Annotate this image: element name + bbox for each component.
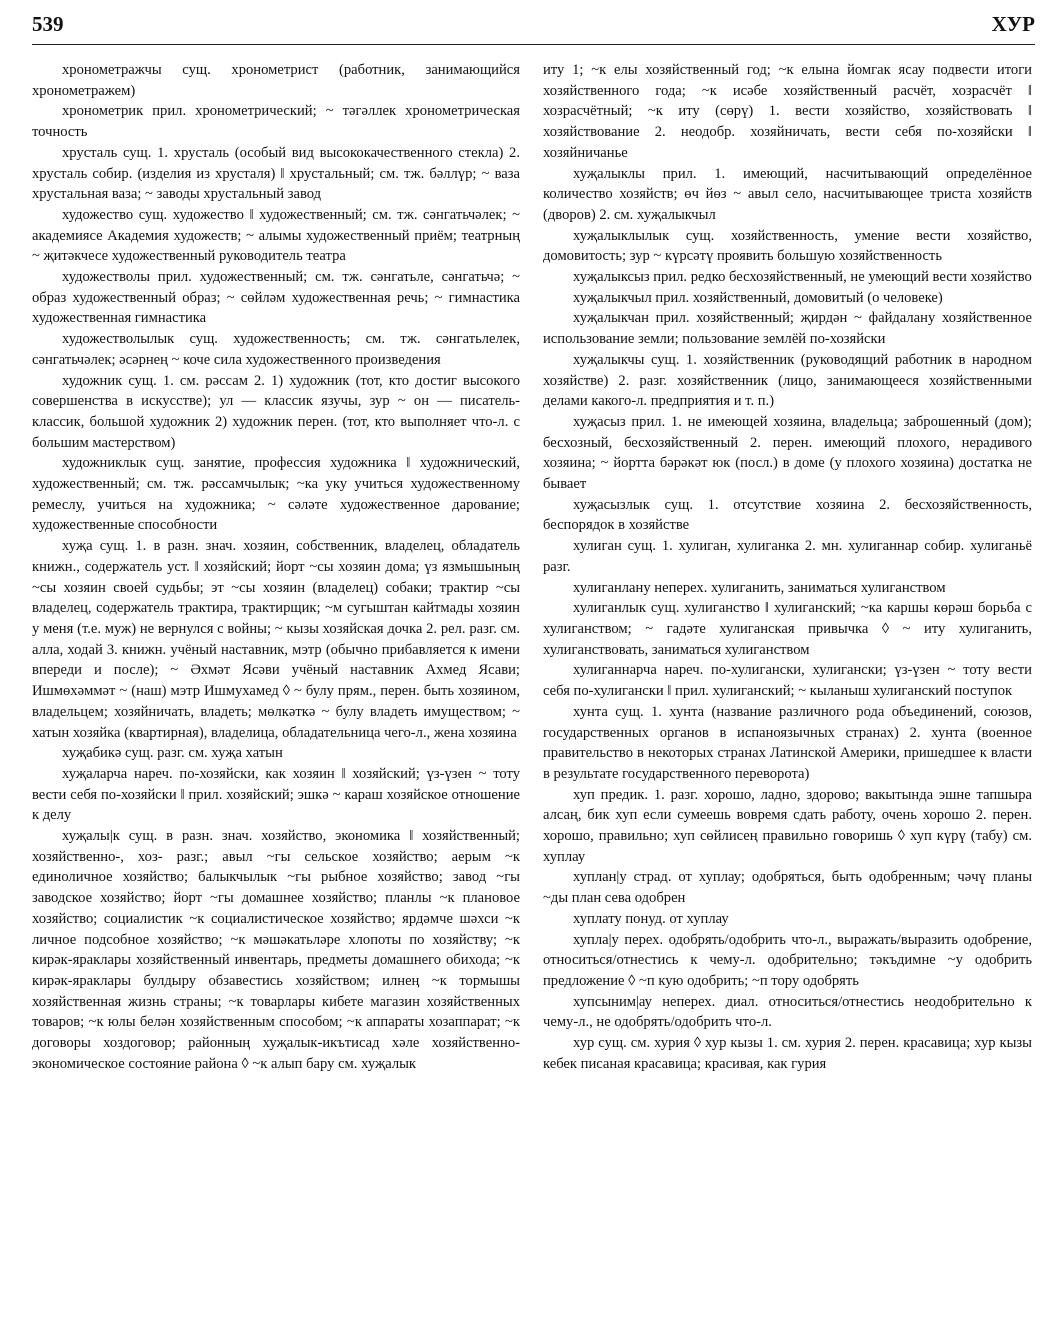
entry: хуҗалыксыз прил. редко бесхозяйственный, не умеющий вести хозяйство [573,269,1032,286]
entry: хулиганлык сущ. хулиганство ‖ хулиганский; ~ка каршы көрәш борьба с хулиганством; ~ гадәте хулиганская привычка ◊ ~ иту хулиганить, хулиганствовать, заниматься хулиганством [543,600,1032,658]
entry: хуҗаларча нареч. по-хозяйски, как хозяин ‖ хозяйский; үз-үзен ~ тоту вести себя по-хозяйски ‖ прил. хозяйский; эшкә ~ караш хозяйское отношение к делу [32,765,520,824]
entry: художестволылык сущ. художественность; см. тж. сәнгатьлелек, сәнгатьчәлек; әсәрнең ~ коче сила художественного произведения [32,331,520,368]
entry-continuation: иту 1; ~к елы хозяйственный год; ~к елына йомгак ясау подвести итоги хозяйственного года; ~к исәбе хозяйственный расчёт, хозрасчёт ‖ хозрасчётный; ~к иту (сөрү) 1. вести хозяйство, хозяйствовать ‖ хозяйствование 2. неодобр. хозяйничать, вести себя по-хозяйски ‖ хозяйничанье [543,62,1032,161]
entry: хунта сущ. 1. хунта (название различного рода объединений, союзов, государственных органов в испаноязычных странах) 2. хунта (военное правительство в некоторых странах Латинской Америки, пришедшее к власти в результате государственного переворота) [543,703,1032,782]
entry: хуҗабикә сущ. разг. см. хуҗа хатын [62,745,283,762]
header-rule [32,44,1035,45]
entry: хуп предик. 1. разг. хорошо, ладно, здорово; вакытында эшне тапшыра алсаң, бик хуп если сумеешь вовремя сдать работу, очень хорошо 2. перен. хорошо, правильно; хуп сөйлисең правильно говоришь ◊ хуп күрү (табу) см. хуплау [543,786,1032,865]
page-header [32,12,1035,40]
entry: художестволы прил. художественный; см. тж. сәнгатьле, сәнгатьчә; ~ образ художественный образ; ~ сөйләм художественная речь; ~ гимнастика художественная гимнастика [32,269,520,327]
entry: хрусталь сущ. 1. хрусталь (особый вид высококачественного стекла) 2. хрусталь собир. (изделия из хрусталя) ‖ хрустальный; см. тж. бәллүр; ~ ваза хрустальная ваза; ~ заводы хрустальный завод [32,144,520,203]
entry: художник сущ. 1. см. рәссам 2. 1) художник (тот, кто достиг высокого совершенства в искусстве); ул — классик язучы, зур ~ он — писатель-классик, большой художник 2) художник перен. (тот, кто выполняет что-л. с большим мастерством) [32,372,520,451]
running-head: ХУР [991,12,1035,36]
page-number: 539 [32,12,64,36]
entry: хуҗасыз прил. 1. не имеющей хозяина, владельца; заброшенный (дом); бесхозный, бесхозяйственный 2. перен. имеющий плохого, нерадивого хозяина; ~ йортта бәрәкәт юк (посл.) в доме (у плохого хозяина) достатка не бывает [543,413,1032,493]
entry: хупла|у перех. одобрять/одобрить что-л., выражать/выразить одобрение, относиться/отнестись к чему-л. одобрительно; тәкъдимне ~у одобрить предложение ◊ ~п кую одобрить; ~п тору одобрять [543,931,1032,989]
entry: хуҗалыклылык сущ. хозяйственность, умение вести хозяйство, домовитость; зур ~ күрсәтү проявить большую хозяйственность [543,227,1032,265]
entry: хуҗалыкчыл прил. хозяйственный, домовитый (о человеке) [573,289,943,306]
entry: хур сущ. см. хурия ◊ хур кызы 1. см. хурия 2. перен. красавица; хур кызы кебек писаная красавица; красивая, как гурия [543,1035,1032,1072]
entry: хуҗалы|к сущ. в разн. знач. хозяйство, экономика ‖ хозяйственный; хозяйственно-, хоз- разг.; авыл ~гы сельское хозяйство; аерым ~к единоличное хозяйство; балыкчылык ~гы рыбное хозяйство; завод ~гы заводское хозяйство; йорт ~гы домашнее хозяйство; планлы ~к плановое хозяйство; социалистик ~к социалистическое хозяйство; ярдәмче шәхси ~к личное подсобное хозяйство; ~к мәшәкатьләре хлопоты по хозяйству; ~к кирәк-яраклары хозяйственный инвентарь, предметы домашнего обихода; ~к кирәк-яраклары булдыру обзавестись хозяйством; илнең ~к тормышы хозяйственная жизнь страны; ~к товарлары кибете магазин хозяйственных товаров; ~к юлы белән хозяйственным способом; ~к аппараты хозаппарат; ~к договоры хоздоговор; районның хуҗалык-икътисад хәле хозяйственно-экономическое состояние района ◊ ~к алып бару см. хуҗалык [32,828,520,1072]
entry: хуплату понуд. от хуплау [573,910,729,927]
entry: хуҗа сущ. 1. в разн. знач. хозяин, собственник, владелец, обладатель книжн., содержатель уст. ‖ хозяйский; йорт ~сы хозяин дома; үз язмышының ~сы хозяин своей судьбы; эт ~сы хозяин (владелец) собаки; трактир ~сы владелец, содержатель трактира, трактирщик; ~м сугыштан кайтмады хозяин у меня (т.е. муж) не вернулся с войны; ~ кызы хозяйская дочка 2. рел. разг. см. алла, ходай 3. книжн. учёный наставник, мэтр (обычно прибавляется к имени впереди и после); ~ Әхмәт Ясәви учёный наставник Ахмед Ясави; Ишмөхәммәт ~ (наш) мэтр Ишмухамед ◊ ~ булу прям., перен. быть хозяином, владельцем; хозяйничать, владеть; мөлкәткә ~ булу владеть имуществом; ~ хатын хозяйка (квартирная), владелица, обладательница чего-л., жена хозяина [32,538,520,741]
entry: художниклык сущ. занятие, профессия художника ‖ художнический, художественный; см. тж. рәссамчылык; ~ка уку учиться художественному ремеслу, учиться на художника; ~ сәләте художественное дарование; художественные способности [32,455,520,534]
entry: хуҗалыклы прил. 1. имеющий, насчитывающий определённое количество хозяйств; өч йөз ~ авыл село, насчитывающее триста хозяйств (дворов) 2. см. хуҗалыкчыл [543,165,1032,223]
right-column [543,60,1032,1320]
left-column [32,60,520,1320]
entry: хуплан|у страд. от хуплау; одобряться, быть одобренным; чәчү планы ~ды план сева одобрен [543,869,1032,907]
entry: хуҗасызлык сущ. 1. отсутствие хозяина 2. бесхозяйственность, беспорядок в хозяйстве [543,496,1032,534]
entry: хронометражчы сущ. хронометрист (работник, занимающийся хронометражем) [32,62,520,99]
entry: хронометрик прил. хронометрический; ~ тәгәллек хронометрическая точность [32,103,520,141]
entry: хуҗалыкчы сущ. 1. хозяйственник (руководящий работник в народном хозяйстве) 2. разг. хозяйственник (лицо, занимающееся хозяйственными делами какого-л. предприятия и т. п.) [543,351,1032,410]
entry: хулиганнарча нареч. по-хулигански, хулигански; үз-үзен ~ тоту вести себя по-хулигански ‖ прил. хулиганский; ~ кыланыш хулиганский поступок [543,662,1032,700]
entry: хулиган сущ. 1. хулиган, хулиганка 2. мн. хулиганнар собир. хулиганьё разг. [543,538,1032,575]
entry: хуҗалыкчан прил. хозяйственный; җирдән ~ файдалану хозяйственное использование земли; пользование землёй по-хозяйски [543,310,1032,348]
entry: хупсыним|ау неперех. диал. относиться/отнестись неодобрительно к чему-л., не одобрять/одобрить что-л. [543,993,1032,1031]
entry: хулиганлану неперех. хулиганить, заниматься хулиганством [573,579,946,596]
entry: художество сущ. художество ‖ художественный; см. тж. сәнгатьчәлек; ~ академиясе Академия художеств; ~ алымы художественный приём; театрның ~ җитәкчесе художественный руководитель театра [32,206,520,265]
